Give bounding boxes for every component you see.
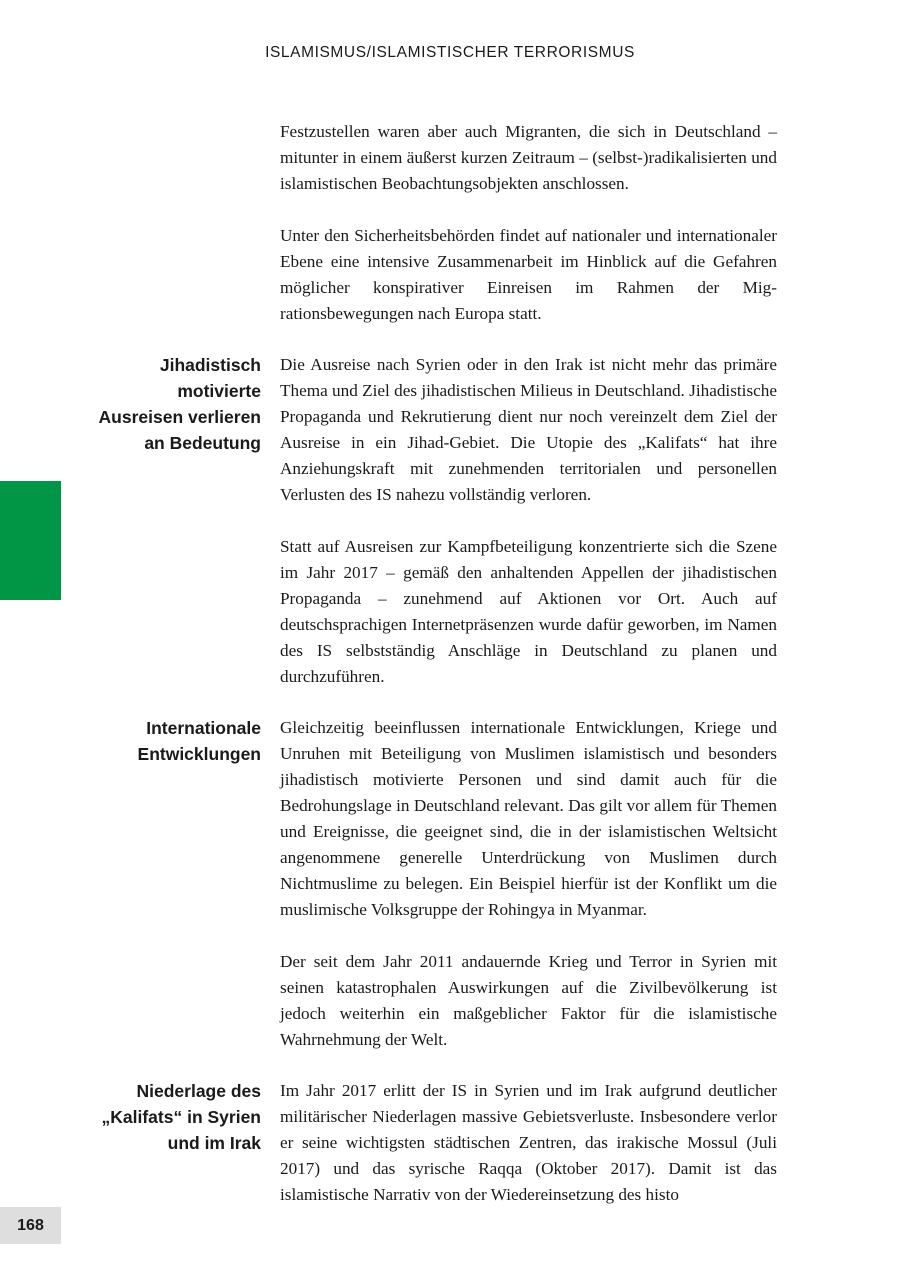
paragraph-1: Festzustellen waren aber auch Migranten, die sich in Deutschland – mitunter in einem äußerst kurzen Zeitraum – (selbst-)radikalisierten und islamistischen Beobachtungsobjekten anschlossen. bbox=[280, 122, 777, 193]
side-heading-jihadistische-ausreisen bbox=[70, 352, 261, 456]
side-heading-line: Niederlage des bbox=[136, 1081, 261, 1101]
side-heading-line: motivierte bbox=[177, 381, 261, 401]
side-heading-line: Entwicklungen bbox=[137, 744, 261, 764]
side-heading-line: Jihadistisch bbox=[159, 355, 261, 375]
paragraph-4: Statt auf Ausreisen zur Kampfbeteiligung konzentrierte sich die Szene im Jahr 2017 – gemäß den anhaltenden Appellen der jihadistischen Propaganda – zunehmend auf Aktionen vor Ort. Auch auf deutschsprachigen Internetpräsenzen wurde dafür geworben, im Namen des IS selbstständig Anschläge in Deutschland zu planen und durchzuführen. bbox=[280, 537, 777, 686]
paragraph-2: Unter den Sicherheitsbehörden findet auf nationaler und internationaler Ebene eine intensive Zusammenarbeit im Hinblick auf die Gefahren möglicher konspirativer Einreisen im Rahmen der Migrationsbewegungen nach Europa statt. bbox=[280, 226, 777, 323]
side-heading-line: an Bedeutung bbox=[144, 433, 261, 453]
side-heading-internationale-entwicklungen bbox=[70, 715, 261, 767]
side-heading-line: Ausreisen verlieren bbox=[98, 407, 261, 427]
paragraph-3: Die Ausreise nach Syrien oder in den Irak ist nicht mehr das primäre Thema und Ziel des jihadistischen Milieus in Deutschland. Jihadistische Propaganda und Rekrutierung dient nur noch vereinzelt dem Ziel der Ausreise in ein Jihad-Gebiet. Die Utopie des „Kalifats“ hat ihre Anziehungskraft mit zunehmenden territorialen und personellen Verlusten des IS nahezu vollständig verloren. bbox=[280, 355, 777, 504]
section-color-tab bbox=[0, 481, 61, 600]
side-heading-niederlage-kalifat bbox=[70, 1078, 261, 1156]
paragraph-7: Im Jahr 2017 erlitt der IS in Syrien und im Irak aufgrund deutlicher militärischer Niederlagen massive Gebietsverluste. Insbesondere verlor er seine wichtigsten städtischen Zentren, das irakische Mossul (Juli 2017) und das syrische Raqqa (Oktober 2017). Damit ist das islamistische Narrativ von der Wiedereinsetzung des histo bbox=[280, 1081, 777, 1204]
side-heading-line: Internationale bbox=[146, 718, 261, 738]
side-heading-line: „Kalifats“ in Syrien bbox=[101, 1107, 261, 1127]
side-heading-line: und im Irak bbox=[167, 1133, 261, 1153]
running-header: ISLAMISMUS/ISLAMISTISCHER TERRORISMUS bbox=[265, 44, 635, 61]
page-number: 168 bbox=[0, 1207, 61, 1244]
paragraph-6: Der seit dem Jahr 2011 andauernde Krieg und Terror in Syrien mit seinen katastrophalen Auswirkungen auf die Zivilbevölkerung ist jedoch weiterhin ein maßgeblicher Faktor für die islamistische Wahrnehmung der Welt. bbox=[280, 952, 777, 1049]
paragraph-5: Gleichzeitig beeinflussen internationale Entwicklungen, Kriege und Unruhen mit Beteiligung von Muslimen islamistisch und besonders jihadistisch motivierte Personen und sind damit auch für die Bedrohungslage in Deutschland relevant. Das gilt vor allem für Themen und Ereignisse, die geeignet sind, die in der islamistischen Weltsicht angenommene generelle Unterdrückung von Muslimen durch Nichtmuslime zu belegen. Ein Beispiel hierfür ist der Konflikt um die muslimische Volksgruppe der Rohingya in Myanmar. bbox=[280, 718, 777, 919]
